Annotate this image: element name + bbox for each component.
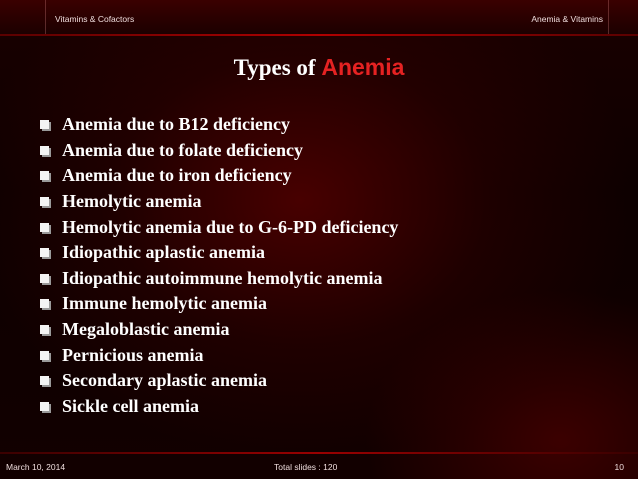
header-rule [0, 34, 638, 36]
list-item [40, 394, 398, 420]
checkbox-bullet-icon [40, 299, 49, 308]
list-item-label: Anemia due to iron deficiency [62, 165, 292, 186]
list-item-label: Secondary aplastic anemia [62, 370, 267, 391]
header-divider-left [45, 0, 46, 34]
slide-title [0, 54, 638, 81]
checkbox-bullet-icon [40, 223, 49, 232]
header-left-text: Vitamins & Cofactors [55, 14, 135, 24]
footer-date: March 10, 2014 [6, 462, 66, 472]
list-item [40, 342, 398, 368]
list-item [40, 291, 398, 317]
title-accent: Anemia [321, 54, 405, 80]
page-number: 10 [614, 462, 624, 472]
checkbox-bullet-icon [40, 402, 49, 411]
header-divider-right [608, 0, 609, 34]
list-item-label: Idiopathic autoimmune hemolytic anemia [62, 267, 383, 288]
list-item-label: Pernicious anemia [62, 344, 204, 365]
checkbox-bullet-icon [40, 146, 49, 155]
header-right-text: Anemia & Vitamins [531, 14, 603, 24]
list-item [40, 138, 398, 164]
anemia-type-list [40, 112, 398, 419]
checkbox-bullet-icon [40, 171, 49, 180]
checkbox-bullet-icon [40, 376, 49, 385]
checkbox-bullet-icon [40, 274, 49, 283]
checkbox-bullet-icon [40, 120, 49, 129]
list-item [40, 317, 398, 343]
footer-total-slides: Total slides : 120 [274, 462, 338, 472]
checkbox-bullet-icon [40, 351, 49, 360]
checkbox-bullet-icon [40, 325, 49, 334]
footer-rule [0, 452, 638, 454]
list-item-label: Anemia due to folate deficiency [62, 139, 303, 160]
list-item [40, 112, 398, 138]
list-item [40, 214, 398, 240]
list-item [40, 266, 398, 292]
list-item [40, 189, 398, 215]
list-item-label: Immune hemolytic anemia [62, 293, 267, 314]
list-item [40, 240, 398, 266]
list-item-label: Megaloblastic anemia [62, 319, 230, 340]
list-item-label: Hemolytic anemia [62, 191, 202, 212]
list-item-label: Anemia due to B12 deficiency [62, 114, 290, 135]
checkbox-bullet-icon [40, 248, 49, 257]
list-item-label: Hemolytic anemia due to G-6-PD deficiency [62, 216, 399, 237]
list-item [40, 368, 398, 394]
list-item-label: Sickle cell anemia [62, 395, 199, 416]
list-item-label: Idiopathic aplastic anemia [62, 242, 266, 263]
checkbox-bullet-icon [40, 197, 49, 206]
list-item [40, 163, 398, 189]
title-prefix: Types of [233, 55, 316, 80]
